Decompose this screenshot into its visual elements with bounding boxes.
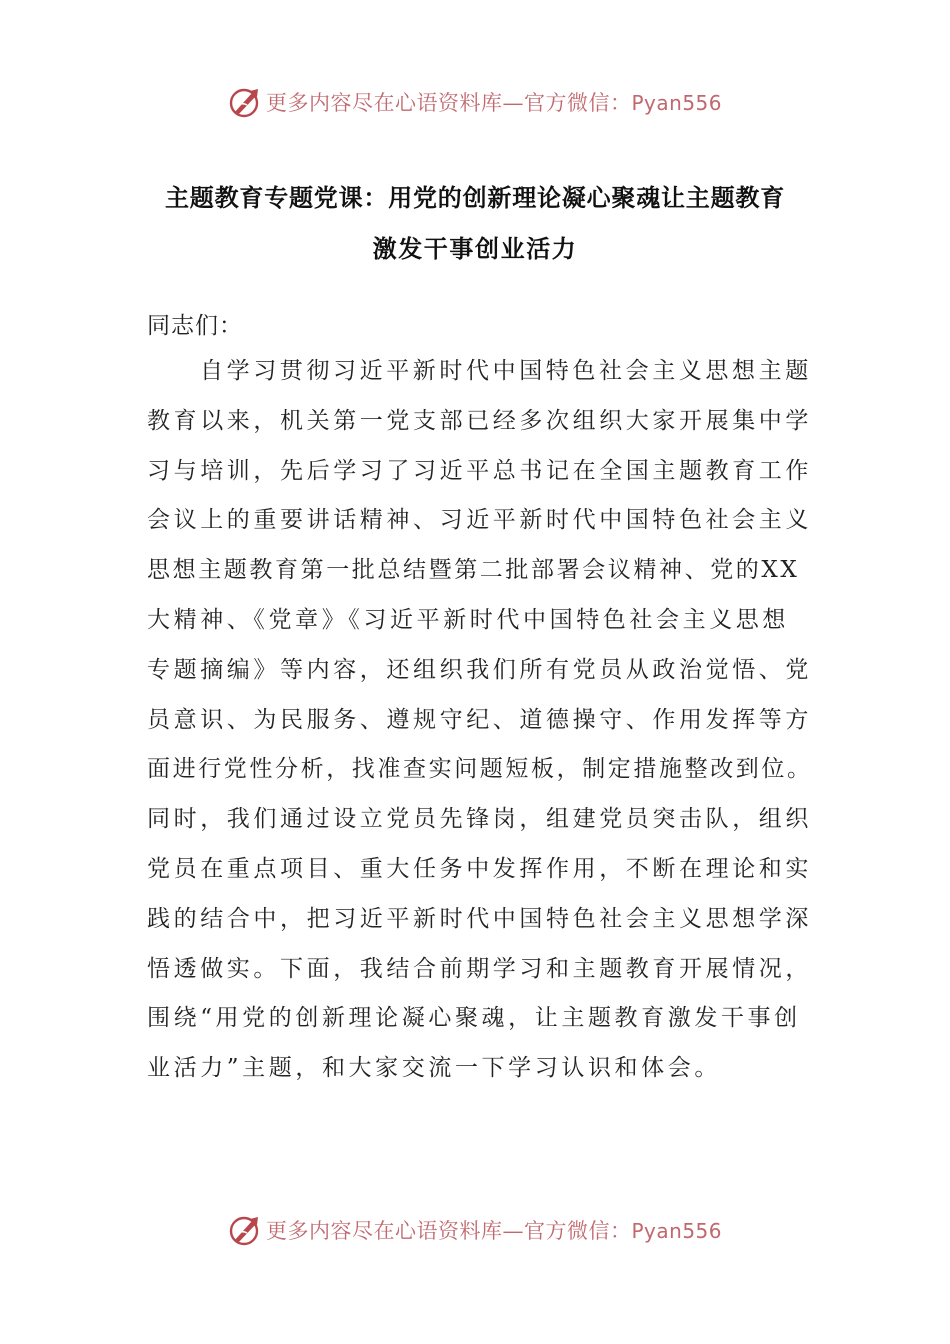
body-line: 自学习贯彻习近平新时代中国特色社会主义思想主题 xyxy=(200,358,812,384)
watermark-text: 更多内容尽在心语资料库—官方微信：Pyan556 xyxy=(265,91,722,115)
salutation: 同志们： xyxy=(147,313,243,339)
body-line: 习与培训，先后学习了习近平总书记在全国主题教育工作 xyxy=(147,457,812,484)
body-line: 同时，我们通过设立党员先锋岗，组建党员突击队，组织 xyxy=(147,806,812,833)
body-line: 教育以来，机关第一党支部已经多次组织大家开展集中学 xyxy=(147,407,812,434)
body-line: 面进行党性分析，找准查实问题短板，制定措施整改到位。 xyxy=(147,756,813,783)
body-line: 悟透做实。下面，我结合前期学习和主题教育开展情况， xyxy=(147,955,812,982)
body-line: 大精神、《党章》《习近平新时代中国特色社会主义思想 xyxy=(147,606,789,633)
body-line: 党员在重点项目、重大任务中发挥作用，不断在理论和实 xyxy=(147,855,812,882)
body-line: 践的结合中，把习近平新时代中国特色社会主义思想学深 xyxy=(147,905,812,932)
body-line: 员意识、为民服务、遵规守纪、道德操守、作用发挥等方 xyxy=(147,706,812,733)
body-line: 会议上的重要讲话精神、习近平新时代中国特色社会主义 xyxy=(147,507,812,534)
document-title-line-1: 主题教育专题党课：用党的创新理论凝心聚魂让主题教育 xyxy=(165,184,785,212)
pen-circle-logo-icon xyxy=(228,1213,262,1247)
wechat-id: Pyan556 xyxy=(631,91,722,115)
pen-circle-logo-icon xyxy=(228,85,262,119)
footer-watermark xyxy=(0,1210,950,1250)
body-line: 思想主题教育第一批总结暨第二批部署会议精神、党的XX xyxy=(147,557,800,584)
document-title-line-2: 激发干事创业活力 xyxy=(372,235,578,263)
wechat-id: Pyan556 xyxy=(631,1219,722,1243)
body-line: 业活力”主题，和大家交流一下学习认识和体会。 xyxy=(147,1055,721,1082)
header-watermark xyxy=(0,82,950,122)
body-line: 专题摘编》等内容，还组织我们所有党员从政治觉悟、党 xyxy=(147,656,812,683)
body-paragraph xyxy=(147,347,813,1094)
body-line: 围绕“用党的创新理论凝心聚魂，让主题教育激发干事创 xyxy=(147,1005,801,1032)
watermark-text: 更多内容尽在心语资料库—官方微信：Pyan556 xyxy=(265,1219,722,1243)
